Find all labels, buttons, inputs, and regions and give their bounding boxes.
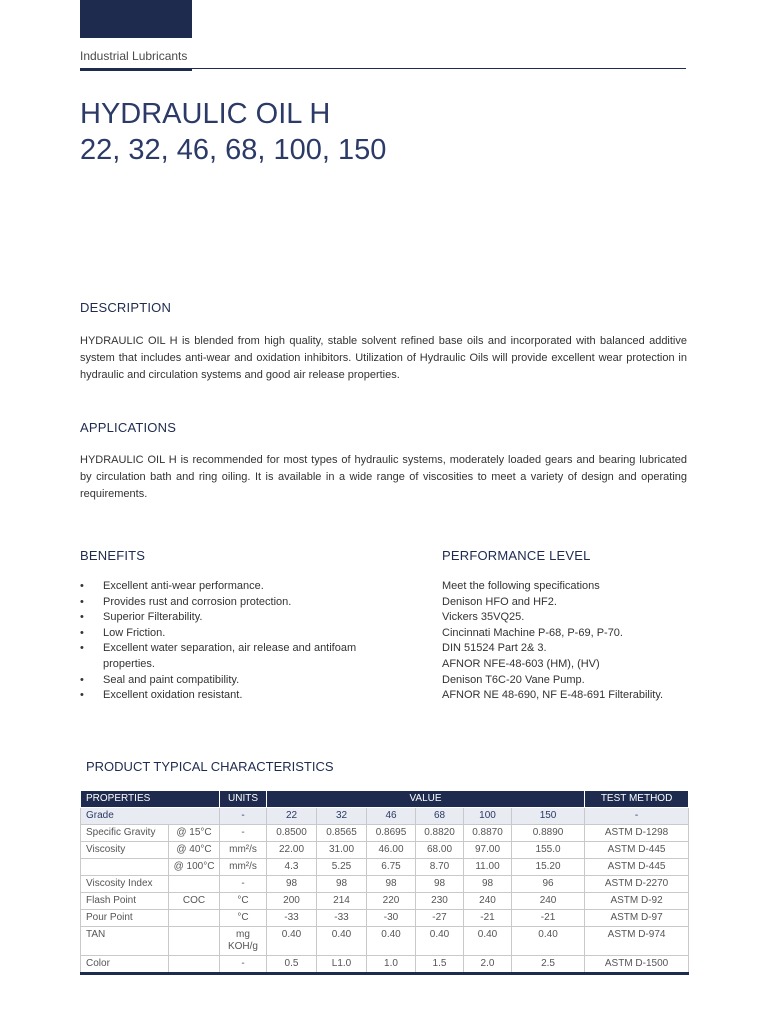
unit-line: KOH/g <box>227 941 258 952</box>
table-cell: 1.0 <box>367 956 416 974</box>
property-condition: COC <box>169 893 220 910</box>
table-cell: 220 <box>367 893 416 910</box>
property-name: Pour Point <box>81 910 169 927</box>
table-cell: 0.40 <box>464 927 512 956</box>
property-name: Viscosity Index <box>81 876 169 893</box>
property-unit: - <box>220 876 267 893</box>
header-units: UNITS <box>220 791 267 808</box>
table-cell: 4.3 <box>267 859 317 876</box>
performance-heading: PERFORMANCE LEVEL <box>442 548 591 563</box>
table-cell: 97.00 <box>464 842 512 859</box>
property-unit: °C <box>220 910 267 927</box>
property-name: TAN <box>81 927 169 956</box>
performance-line: AFNOR NE 48-690, NF E-48-691 Filterability. <box>442 689 664 702</box>
table-cell: -27 <box>416 910 464 927</box>
table-cell: 98 <box>464 876 512 893</box>
table-cell: 214 <box>317 893 367 910</box>
property-condition <box>169 927 220 956</box>
table-cell: 98 <box>416 876 464 893</box>
table-cell: 230 <box>416 893 464 910</box>
benefit-item: • Superior Filterability. <box>80 610 400 626</box>
benefit-item: • Seal and paint compatibility. <box>80 673 400 689</box>
property-name: Viscosity <box>81 842 169 859</box>
property-condition: @ 100°C <box>169 859 220 876</box>
unit-line: mg <box>236 929 250 940</box>
applications-text: HYDRAULIC OIL H is recommended for most types of hydraulic systems, moderately loaded gears and bearing lubricated by circulation bath and ring oiling. It is available in a wide range of viscosities to meet a variety of design and operating requirements. <box>80 454 687 500</box>
performance-line: AFNOR NFE-48-603 (HM), (HV) <box>442 657 600 670</box>
performance-line: Cincinnati Machine P-68, P-69, P-70. <box>442 626 623 639</box>
applications-heading: APPLICATIONS <box>80 420 177 435</box>
property-name <box>81 859 169 876</box>
table-cell: 240 <box>464 893 512 910</box>
grade-value: 32 <box>317 808 367 825</box>
table-cell: -33 <box>267 910 317 927</box>
title-product-name: HYDRAULIC OIL H <box>80 98 331 130</box>
page-title <box>80 96 386 168</box>
table-row <box>81 842 689 859</box>
property-condition <box>169 876 220 893</box>
table-cell: 0.40 <box>416 927 464 956</box>
title-grades: 22, 32, 46, 68, 100, 150 <box>80 134 387 166</box>
table-header-row <box>81 791 689 808</box>
table-row <box>81 910 689 927</box>
table-row <box>81 859 689 876</box>
table-cell: 31.00 <box>317 842 367 859</box>
table-cell: 0.8890 <box>512 825 585 842</box>
benefit-item: • Excellent anti-wear performance. <box>80 579 400 595</box>
table-row <box>81 876 689 893</box>
performance-line: Meet the following specifications <box>442 580 600 592</box>
property-condition <box>169 956 220 974</box>
table-row <box>81 893 689 910</box>
table-cell: 8.70 <box>416 859 464 876</box>
description-text: HYDRAULIC OIL H is blended from high quality, stable solvent refined base oils and incorporated with balanced additive system that includes anti-wear and oxidation inhibitors. Utilization of Hydraulic Oils will provide excellent wear protection in hydraulic and circulation systems and good air release properties. <box>80 335 687 381</box>
table-cell: 11.00 <box>464 859 512 876</box>
table-cell: 0.40 <box>317 927 367 956</box>
table-row <box>81 956 689 974</box>
test-method: ASTM D-1298 <box>585 825 689 842</box>
header-value: VALUE <box>267 791 585 808</box>
table-cell: 22.00 <box>267 842 317 859</box>
property-name: Specific Gravity <box>81 825 169 842</box>
header-color-block <box>80 0 192 38</box>
benefits-heading: BENEFITS <box>80 548 146 563</box>
property-unit <box>220 927 267 956</box>
table-cell: 6.75 <box>367 859 416 876</box>
description-heading: DESCRIPTION <box>80 300 172 315</box>
benefit-item: • Excellent oxidation resistant. <box>80 688 400 704</box>
property-unit: - <box>220 825 267 842</box>
category-label: Industrial Lubricants <box>80 49 188 63</box>
property-unit: mm²/s <box>220 842 267 859</box>
grade-label: Grade <box>81 808 220 825</box>
property-name: Flash Point <box>81 893 169 910</box>
test-method: ASTM D-445 <box>585 859 689 876</box>
table-cell: L1.0 <box>317 956 367 974</box>
table-cell: 2.0 <box>464 956 512 974</box>
grade-method: - <box>585 808 689 825</box>
performance-line: Denison T6C-20 Vane Pump. <box>442 673 585 686</box>
table-row <box>81 927 689 956</box>
table-cell: 98 <box>367 876 416 893</box>
grade-value: 22 <box>267 808 317 825</box>
benefit-item: • Provides rust and corrosion protection. <box>80 595 400 611</box>
table-cell: 98 <box>267 876 317 893</box>
benefit-item: • Excellent water separation, air release and antifoam properties. <box>80 641 373 672</box>
table-cell: 200 <box>267 893 317 910</box>
characteristics-table <box>80 790 689 975</box>
test-method: ASTM D-2270 <box>585 876 689 893</box>
test-method: ASTM D-92 <box>585 893 689 910</box>
header-properties: PROPERTIES <box>81 791 220 808</box>
grade-row <box>81 808 689 825</box>
table-cell: 240 <box>512 893 585 910</box>
table-cell: -30 <box>367 910 416 927</box>
performance-list <box>442 579 692 704</box>
table-cell: 0.5 <box>267 956 317 974</box>
table-cell: -21 <box>464 910 512 927</box>
table-cell: 96 <box>512 876 585 893</box>
property-unit: mm²/s <box>220 859 267 876</box>
grade-value: 150 <box>512 808 585 825</box>
table-cell: 1.5 <box>416 956 464 974</box>
table-cell: 0.8695 <box>367 825 416 842</box>
table-row <box>81 825 689 842</box>
table-cell: 2.5 <box>512 956 585 974</box>
test-method: ASTM D-97 <box>585 910 689 927</box>
grade-value: 100 <box>464 808 512 825</box>
table-cell: 0.40 <box>367 927 416 956</box>
performance-line: Denison HFO and HF2. <box>442 595 557 608</box>
property-condition: @ 15°C <box>169 825 220 842</box>
table-cell: -33 <box>317 910 367 927</box>
table-cell: 5.25 <box>317 859 367 876</box>
table-cell: 0.8870 <box>464 825 512 842</box>
header-divider-accent <box>80 68 192 71</box>
table-cell: 98 <box>317 876 367 893</box>
performance-line: DIN 51524 Part 2& 3. <box>442 642 547 655</box>
table-cell: 0.40 <box>512 927 585 956</box>
characteristics-heading: PRODUCT TYPICAL CHARACTERISTICS <box>86 759 334 774</box>
grade-unit: - <box>220 808 267 825</box>
property-condition <box>169 910 220 927</box>
grade-value: 68 <box>416 808 464 825</box>
benefits-list <box>80 579 400 704</box>
table-cell: 46.00 <box>367 842 416 859</box>
table-cell: -21 <box>512 910 585 927</box>
property-name: Color <box>81 956 169 974</box>
grade-value: 46 <box>367 808 416 825</box>
test-method: ASTM D-974 <box>585 927 689 956</box>
table-cell: 0.8820 <box>416 825 464 842</box>
table-cell: 68.00 <box>416 842 464 859</box>
table-cell: 0.40 <box>267 927 317 956</box>
property-unit: °C <box>220 893 267 910</box>
property-condition: @ 40°C <box>169 842 220 859</box>
benefit-item: • Low Friction. <box>80 626 400 642</box>
table-cell: 15.20 <box>512 859 585 876</box>
test-method: ASTM D-1500 <box>585 956 689 974</box>
header-test-method: TEST METHOD <box>585 791 689 808</box>
table-cell: 0.8500 <box>267 825 317 842</box>
property-unit: - <box>220 956 267 974</box>
performance-line: Vickers 35VQ25. <box>442 611 525 624</box>
table-cell: 0.8565 <box>317 825 367 842</box>
test-method: ASTM D-445 <box>585 842 689 859</box>
table-cell: 155.0 <box>512 842 585 859</box>
